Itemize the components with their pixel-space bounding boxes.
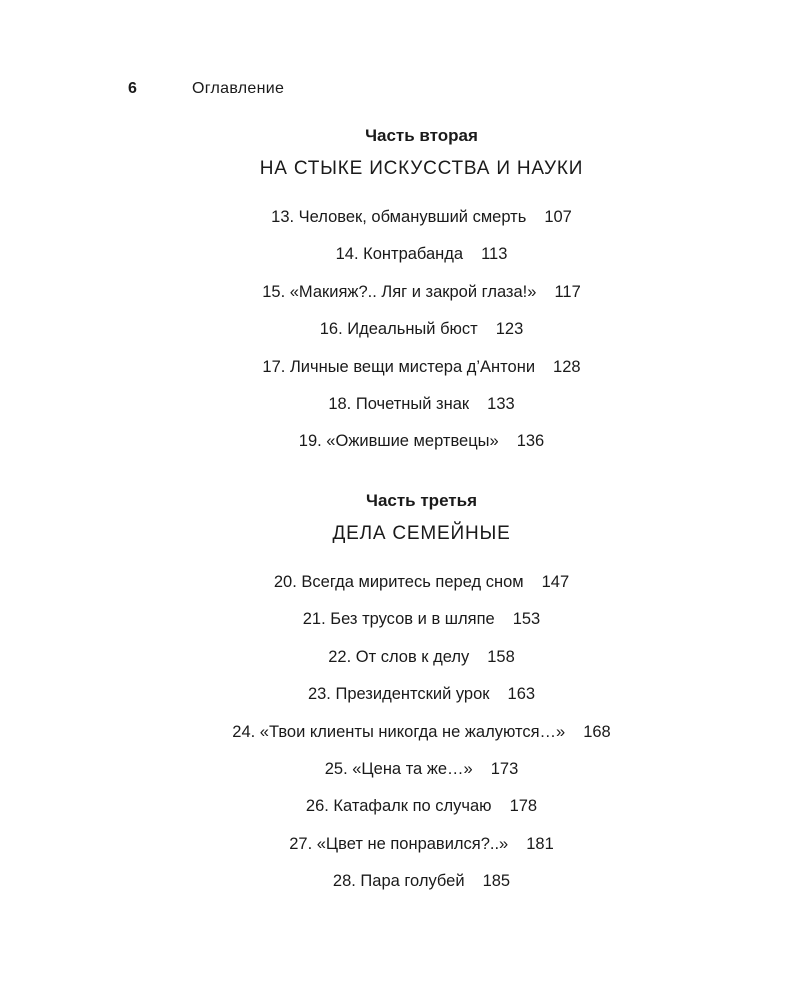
toc-entry <box>0 349 800 386</box>
toc-entry-page: 107 <box>544 208 572 226</box>
toc-list <box>0 199 800 461</box>
toc-list <box>0 564 800 901</box>
toc-entry-title: 19. «Ожившие мертвецы» <box>298 432 499 451</box>
toc-entry <box>0 423 800 460</box>
toc-entry <box>0 751 800 788</box>
toc-entry <box>0 311 800 348</box>
toc-entry-title: 23. Президентский урок <box>307 685 490 704</box>
toc-entry-title: 20. Всегда миритесь перед сном <box>273 573 524 591</box>
toc-entry-page: 153 <box>512 610 541 629</box>
toc-entry-title: 21. Без трусов и в шляпе <box>302 610 495 629</box>
toc-entry <box>0 826 800 863</box>
toc-entry-title: 17. Личные вещи мистера д’Антони <box>262 357 536 376</box>
toc-entry-page: 158 <box>487 647 515 666</box>
toc-entry-title: 25. «Цена та же…» <box>324 759 473 778</box>
toc-entry-page: 113 <box>481 245 508 264</box>
toc-entry-page: 147 <box>541 573 570 591</box>
toc-entry-title: 14. Контрабанда <box>335 245 464 264</box>
toc-entry-title: 18. Почетный знак <box>328 394 470 413</box>
toc-entry <box>0 386 800 423</box>
part-label: Часть вторая <box>365 126 478 145</box>
part-title: НА СТЫКЕ ИСКУССТВА И НАУКИ <box>259 158 584 179</box>
toc-entry-page: 133 <box>487 394 515 413</box>
toc-entry-page: 136 <box>516 432 545 451</box>
toc-entry <box>0 714 800 751</box>
toc-entry-title: 22. От слов к делу <box>328 647 470 666</box>
toc-entry <box>0 236 800 273</box>
toc-entry-title: 24. «Твои клиенты никогда не жалуются…» <box>232 722 566 741</box>
toc-entry <box>0 274 800 311</box>
toc-entry-title: 26. Катафалк по случаю <box>305 797 492 816</box>
running-title: Оглавление <box>192 80 285 97</box>
toc-entry-page: 178 <box>509 797 538 816</box>
toc-entry-title: 27. «Цвет не понравился?..» <box>289 834 509 853</box>
toc-entry-title: 13. Человек, обманувший смерть <box>271 208 527 226</box>
toc-entry-page: 173 <box>490 759 519 778</box>
part-label: Часть третья <box>366 491 477 510</box>
toc-entry <box>0 788 800 825</box>
toc-entry <box>0 199 800 236</box>
page-number: 6 <box>128 80 137 97</box>
toc-entry <box>0 863 800 900</box>
part-two-section <box>0 124 800 461</box>
toc-entry <box>0 639 800 676</box>
toc-entry-page: 181 <box>526 834 554 853</box>
toc-entry <box>0 601 800 638</box>
toc-entry-page: 168 <box>583 722 611 741</box>
toc-entry-page: 123 <box>495 320 524 339</box>
toc-entry-page: 185 <box>482 872 511 891</box>
toc-entry-page: 163 <box>507 685 536 704</box>
part-three-section <box>0 489 800 901</box>
part-title: ДЕЛА СЕМЕЙНЫЕ <box>332 523 511 544</box>
toc-entry-title: 16. Идеальный бюст <box>319 320 478 339</box>
toc-entry-title: 15. «Макияж?.. Ляг и закрой глаза!» <box>262 282 537 301</box>
toc-entry <box>0 676 800 713</box>
toc-entry-page: 128 <box>553 357 581 376</box>
toc-entry <box>0 564 800 601</box>
toc-entry-title: 28. Пара голубей <box>332 872 465 891</box>
toc-entry-page: 117 <box>554 282 581 301</box>
